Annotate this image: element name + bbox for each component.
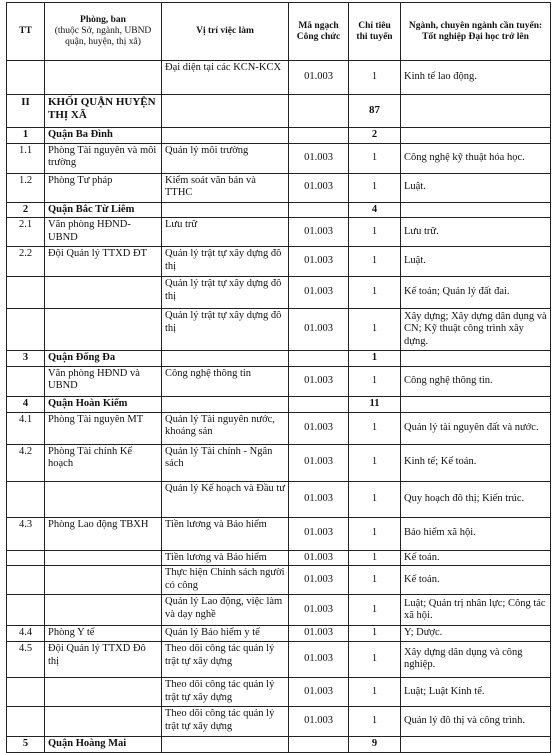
cell-tt xyxy=(7,677,45,706)
table-row xyxy=(7,736,551,752)
cell-position: Kiểm soát văn bản và TTHC xyxy=(162,173,289,202)
table-row xyxy=(7,396,551,412)
cell-code: 01.003 xyxy=(289,550,349,566)
header-tt: TT xyxy=(7,3,45,61)
cell-major xyxy=(401,202,551,218)
cell-tt: 4.3 xyxy=(7,517,45,550)
cell-code: 01.003 xyxy=(289,218,349,247)
cell-quota: 1 xyxy=(349,481,401,517)
cell-position: Theo dõi công tác quản lý trật tự xây dựng xyxy=(162,641,289,677)
cell-major: Kế toán. xyxy=(401,550,551,566)
cell-code: 01.003 xyxy=(289,444,349,481)
cell-tt: 5 xyxy=(7,736,45,752)
cell-major xyxy=(401,95,551,128)
cell-quota: 1 xyxy=(349,218,401,247)
cell-quota: 4 xyxy=(349,202,401,218)
cell-position: Quản lý trật tự xây dựng đô thị xyxy=(162,309,289,351)
cell-quota: 1 xyxy=(349,143,401,173)
cell-unit: Phòng Tư pháp xyxy=(45,173,162,202)
cell-tt: 3 xyxy=(7,351,45,367)
cell-quota: 1 xyxy=(349,444,401,481)
cell-code: 01.003 xyxy=(289,61,349,95)
cell-tt: 2 xyxy=(7,202,45,218)
header-code: Mã ngạch Công chức xyxy=(289,3,349,61)
cell-quota: 1 xyxy=(349,309,401,351)
table-row xyxy=(7,247,551,277)
cell-tt xyxy=(7,277,45,309)
cell-major: Quản lý đô thị và công trình. xyxy=(401,706,551,736)
cell-tt xyxy=(7,309,45,351)
table-row xyxy=(7,517,551,550)
cell-unit: Quận Hoàng Mai xyxy=(45,736,162,752)
cell-major: Lưu trữ. xyxy=(401,218,551,247)
cell-major: Công nghệ kỹ thuật hóa học. xyxy=(401,143,551,173)
cell-major: Kế toán; Quản lý đất đai. xyxy=(401,277,551,309)
header-quota: Chỉ tiêu thi tuyển xyxy=(349,3,401,61)
table-row xyxy=(7,566,551,595)
cell-quota: 2 xyxy=(349,128,401,144)
table-row xyxy=(7,95,551,128)
cell-position xyxy=(162,95,289,128)
table-row xyxy=(7,677,551,706)
cell-code: 01.003 xyxy=(289,626,349,642)
cell-tt xyxy=(7,550,45,566)
cell-quota: 1 xyxy=(349,706,401,736)
cell-major: Quy hoạch đô thị; Kiến trúc. xyxy=(401,481,551,517)
table-row xyxy=(7,351,551,367)
cell-unit xyxy=(45,706,162,736)
cell-position: Tiền lương và Bảo hiểm xyxy=(162,550,289,566)
cell-quota: 87 xyxy=(349,95,401,128)
cell-tt: 1.1 xyxy=(7,143,45,173)
table-row xyxy=(7,143,551,173)
recruitment-table xyxy=(6,2,551,753)
cell-unit: Phòng Tài chính Kế hoạch xyxy=(45,444,162,481)
cell-position: Lưu trữ xyxy=(162,218,289,247)
cell-code xyxy=(289,128,349,144)
cell-code: 01.003 xyxy=(289,412,349,444)
cell-unit: Văn phòng HĐND và UBND xyxy=(45,366,162,396)
cell-tt: 2.1 xyxy=(7,218,45,247)
cell-quota: 1 xyxy=(349,595,401,626)
table-row xyxy=(7,444,551,481)
cell-major xyxy=(401,396,551,412)
cell-position: Đại diện tại các KCN-KCX xyxy=(162,61,289,95)
cell-code: 01.003 xyxy=(289,247,349,277)
cell-code: 01.003 xyxy=(289,366,349,396)
table-row xyxy=(7,173,551,202)
cell-major: Xây dựng; Xây dựng dân dụng và CN; Kỹ thuật công trình xây dựng. xyxy=(401,309,551,351)
cell-quota: 1 xyxy=(349,641,401,677)
cell-code: 01.003 xyxy=(289,677,349,706)
cell-unit xyxy=(45,277,162,309)
cell-code: 01.003 xyxy=(289,517,349,550)
cell-tt: II xyxy=(7,95,45,128)
cell-code: 01.003 xyxy=(289,566,349,595)
cell-tt xyxy=(7,366,45,396)
cell-unit xyxy=(45,61,162,95)
cell-quota: 1 xyxy=(349,351,401,367)
cell-position: Quản lý Lao động, việc làm và dạy nghề xyxy=(162,595,289,626)
cell-position: Quản lý trật tự xây dựng đô thị xyxy=(162,247,289,277)
cell-major: Công nghệ thông tin. xyxy=(401,366,551,396)
table-header-row xyxy=(7,3,551,61)
cell-major: Luật; Luật Kinh tế. xyxy=(401,677,551,706)
cell-unit: Văn phòng HĐND-UBND xyxy=(45,218,162,247)
cell-code xyxy=(289,95,349,128)
cell-position: Quản lý Bảo hiểm y tế xyxy=(162,626,289,642)
table-row xyxy=(7,218,551,247)
cell-quota: 9 xyxy=(349,736,401,752)
table-row xyxy=(7,366,551,396)
cell-code: 01.003 xyxy=(289,641,349,677)
cell-quota: 1 xyxy=(349,247,401,277)
cell-position: Theo dõi công tác quản lý trật tự xây dựng xyxy=(162,706,289,736)
header-position: Vị trí việc làm xyxy=(162,3,289,61)
cell-position xyxy=(162,736,289,752)
cell-major: Y; Dược. xyxy=(401,626,551,642)
cell-tt xyxy=(7,706,45,736)
cell-position: Quản lý Tài chính - Ngân sách xyxy=(162,444,289,481)
cell-quota: 1 xyxy=(349,566,401,595)
cell-code: 01.003 xyxy=(289,595,349,626)
cell-unit: Quận Ba Đình xyxy=(45,128,162,144)
cell-position: Thực hiện Chính sách người có công xyxy=(162,566,289,595)
cell-code xyxy=(289,736,349,752)
cell-quota: 1 xyxy=(349,61,401,95)
cell-unit: KHỐI QUẬN HUYỆN THỊ XÃ xyxy=(45,95,162,128)
table-row xyxy=(7,706,551,736)
cell-position: Theo dõi công tác quản lý trật tự xây dựng xyxy=(162,677,289,706)
header-unit xyxy=(45,3,162,61)
table-row xyxy=(7,626,551,642)
cell-unit: Phòng Y tế xyxy=(45,626,162,642)
table-row xyxy=(7,202,551,218)
cell-major: Luật. xyxy=(401,173,551,202)
cell-unit: Quận Đống Đa xyxy=(45,351,162,367)
cell-unit: Phòng Tài nguyên và môi trường xyxy=(45,143,162,173)
cell-tt: 4 xyxy=(7,396,45,412)
cell-position: Quản lý Kế hoạch và Đầu tư xyxy=(162,481,289,517)
cell-quota: 1 xyxy=(349,626,401,642)
cell-position: Công nghệ thông tin xyxy=(162,366,289,396)
table-row xyxy=(7,309,551,351)
cell-position xyxy=(162,128,289,144)
cell-quota: 1 xyxy=(349,550,401,566)
cell-position: Quản lý trật tự xây dựng đô thị xyxy=(162,277,289,309)
cell-quota: 1 xyxy=(349,517,401,550)
cell-quota: 1 xyxy=(349,412,401,444)
table-row xyxy=(7,595,551,626)
cell-code: 01.003 xyxy=(289,706,349,736)
cell-tt xyxy=(7,595,45,626)
cell-code: 01.003 xyxy=(289,143,349,173)
cell-major: Kinh tế; Kế toán. xyxy=(401,444,551,481)
cell-unit xyxy=(45,677,162,706)
cell-quota: 1 xyxy=(349,173,401,202)
cell-tt: 4.4 xyxy=(7,626,45,642)
cell-unit xyxy=(45,595,162,626)
cell-major: Luật; Quản trị nhân lực; Công tác xã hội. xyxy=(401,595,551,626)
cell-tt xyxy=(7,566,45,595)
cell-unit xyxy=(45,481,162,517)
cell-unit: Phòng Tài nguyên MT xyxy=(45,412,162,444)
cell-major: Kế toán. xyxy=(401,566,551,595)
cell-unit: Đội Quản lý TTXD ĐT xyxy=(45,247,162,277)
table-row xyxy=(7,61,551,95)
cell-quota: 1 xyxy=(349,366,401,396)
cell-major: Quản lý tài nguyên đất và nước. xyxy=(401,412,551,444)
cell-tt: 4.5 xyxy=(7,641,45,677)
header-unit-title: Phòng, ban xyxy=(80,15,126,26)
cell-unit xyxy=(45,309,162,351)
cell-tt: 1 xyxy=(7,128,45,144)
cell-unit xyxy=(45,550,162,566)
cell-position xyxy=(162,202,289,218)
cell-major: Luật. xyxy=(401,247,551,277)
table-row xyxy=(7,412,551,444)
cell-code: 01.003 xyxy=(289,481,349,517)
cell-unit: Phòng Lao động TBXH xyxy=(45,517,162,550)
cell-major xyxy=(401,736,551,752)
cell-major: Bảo hiểm xã hội. xyxy=(401,517,551,550)
header-unit-sub: (thuộc Sở, ngành, UBND quận, huyện, thị xã) xyxy=(54,26,152,47)
table-row xyxy=(7,550,551,566)
cell-unit: Quận Bắc Từ Liêm xyxy=(45,202,162,218)
cell-major: Xây dựng dân dụng và công nghiệp. xyxy=(401,641,551,677)
cell-position xyxy=(162,396,289,412)
cell-position xyxy=(162,351,289,367)
cell-tt: 4.1 xyxy=(7,412,45,444)
cell-tt: 2.2 xyxy=(7,247,45,277)
table-row xyxy=(7,277,551,309)
cell-code xyxy=(289,202,349,218)
cell-quota: 1 xyxy=(349,677,401,706)
cell-major xyxy=(401,351,551,367)
cell-unit: Đội Quản lý TTXD Đô thị xyxy=(45,641,162,677)
cell-quota: 1 xyxy=(349,277,401,309)
cell-quota: 11 xyxy=(349,396,401,412)
cell-code: 01.003 xyxy=(289,309,349,351)
cell-position: Tiền lương và Bảo hiểm xyxy=(162,517,289,550)
cell-unit: Quận Hoàn Kiếm xyxy=(45,396,162,412)
cell-tt: 1.2 xyxy=(7,173,45,202)
cell-position: Quản lý môi trường xyxy=(162,143,289,173)
cell-tt: 4.2 xyxy=(7,444,45,481)
cell-code xyxy=(289,396,349,412)
cell-major xyxy=(401,128,551,144)
table-row xyxy=(7,128,551,144)
cell-code: 01.003 xyxy=(289,173,349,202)
table-row xyxy=(7,481,551,517)
cell-unit xyxy=(45,566,162,595)
cell-position: Quản lý Tài nguyên nước, khoáng sản xyxy=(162,412,289,444)
cell-tt xyxy=(7,481,45,517)
table-row xyxy=(7,641,551,677)
cell-major: Kinh tế lao động. xyxy=(401,61,551,95)
header-major: Ngành, chuyên ngành cần tuyển: Tốt nghiệp Đại học trở lên xyxy=(401,3,551,61)
cell-tt xyxy=(7,61,45,95)
cell-code xyxy=(289,351,349,367)
cell-code: 01.003 xyxy=(289,277,349,309)
recruitment-table-sheet xyxy=(6,2,550,753)
